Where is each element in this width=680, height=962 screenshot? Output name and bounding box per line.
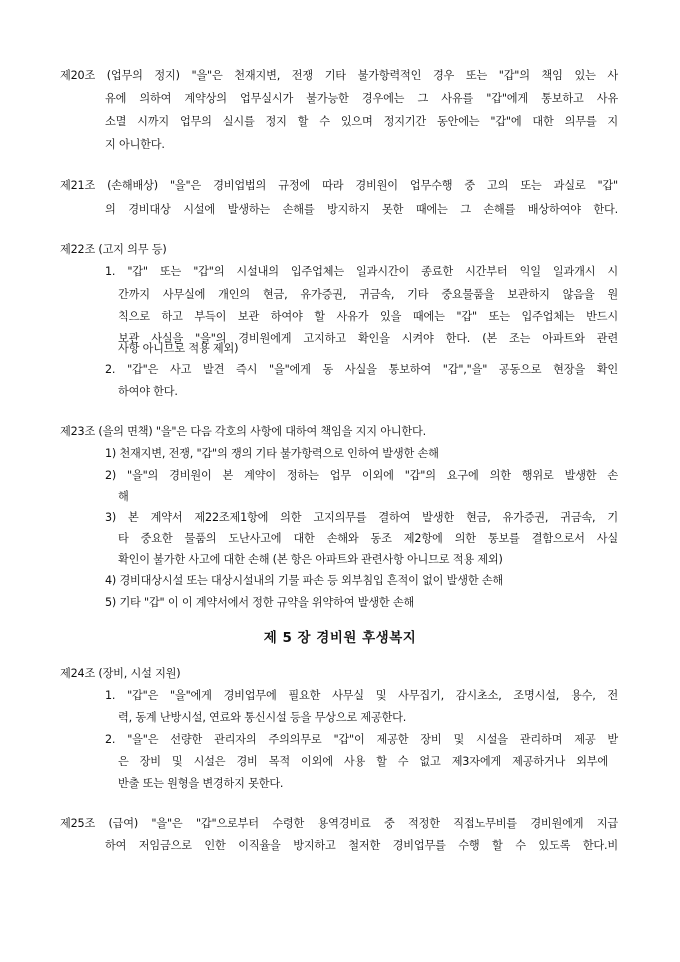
chapter-heading: 제 5 장 경비원 후생복지 xyxy=(263,630,417,646)
article-23-item-1: 1) 천재지변, 전쟁, "갑"의 쟁의 기타 불가항력으로 인하여 발생한 손해 xyxy=(105,447,439,460)
article-23-item-4: 4) 경비대상시설 또는 대상시설내의 기물 파손 등 외부침입 흔적이 없이 발생한 손해 xyxy=(105,574,504,587)
article-22-line-7: 하여야 한다. xyxy=(118,385,178,398)
article-24-line-5: 반출 또는 원형을 변경하지 못한다. xyxy=(118,777,284,790)
article-23-item-3-cont-2: 확인이 불가한 사고에 대한 손해 (본 항은 아파트와 관련사항 아니므로 적용 제외) xyxy=(118,553,503,566)
article-20-line-3: 소멸 시까지 업무의 실시를 정지 할 수 있으며 정지기간 동안에는 "갑"에 대한 의무를 지 xyxy=(105,115,618,128)
article-24-line-4: 은 장비 및 시설은 경비 목적 이외에 사용 할 수 없고 제3자에게 제공하거나 외부에 xyxy=(118,755,608,768)
article-22-line-5: 사항 아니므로 적용 제외) xyxy=(118,342,239,355)
article-22-line-6: 2. "갑"은 사고 발견 즉시 "을"에게 동 사실을 통보하여 "갑","을" 공동으로 현장을 확인 xyxy=(105,363,618,376)
article-24-title: 제24조 (장비, 시설 지원) xyxy=(60,667,181,680)
article-23-item-2: 2) "을"의 경비원이 본 계약이 정하는 업무 이외에 "갑"의 요구에 의한 행위로 발생한 손 xyxy=(105,469,618,482)
article-25-line-2: 하여 저임금으로 인한 이직율을 방지하고 철저한 경비업무를 수행 할 수 있도록 한다.비 xyxy=(105,839,618,852)
article-21-line-1: 제21조 (손해배상) "을"은 경비업법의 규정에 따라 경비원이 업무수행 중 고의 또는 과실로 "갑" xyxy=(60,179,618,192)
article-20-line-4: 지 아니한다. xyxy=(105,138,165,151)
article-24-line-1: 1. "갑"은 "을"에게 경비업무에 필요한 사무실 및 사무집기, 감시초소, 조명시설, 용수, 전 xyxy=(105,689,618,702)
article-22-line-3: 칙으로 하고 부득이 보관 하여야 할 사유가 있을 때에는 "갑" 또는 입주업체는 반드시 xyxy=(118,310,618,323)
article-22-line-2: 간까지 사무실에 개인의 현금, 유가증권, 귀금속, 기타 중요물품을 보관하지 않음을 원 xyxy=(118,288,618,301)
article-24-line-2: 력, 동계 난방시설, 연료와 통신시설 등을 무상으로 제공한다. xyxy=(118,711,407,724)
article-23-item-3: 3) 본 계약서 제22조제1항에 의한 고지의무를 결하여 발생한 현금, 유가증권, 귀금속, 기 xyxy=(105,511,618,524)
article-24-line-3: 2. "을"은 선량한 관리자의 주의의무로 "갑"이 제공한 장비 및 시설을 관리하며 제공 받 xyxy=(105,733,618,746)
article-23-item-3-cont-1: 타 중요한 물품의 도난사고에 대한 손해와 동조 제2항에 의한 통보를 결함으로서 사실 xyxy=(118,532,618,545)
article-22-title: 제22조 (고지 의무 등) xyxy=(60,243,167,256)
article-22-line-4: 보관 사실을 "을"의 경비원에게 고지하고 확인을 시켜야 한다. (본 조는 아파트와 관련 xyxy=(118,332,618,345)
article-23-item-2-cont: 해 xyxy=(118,490,129,503)
article-22-line-1: 1. "갑" 또는 "갑"의 시설내의 입주업체는 일과시간이 종료한 시간부터 익일 일과개시 시 xyxy=(105,265,618,278)
article-20-line-2: 유에 의하여 계약상의 업무실시가 불가능한 경우에는 그 사유를 "갑"에게 통보하고 사유 xyxy=(105,92,618,105)
article-23-item-5: 5) 기타 "갑" 이 이 계약서에서 정한 규약을 위약하여 발생한 손해 xyxy=(105,596,415,609)
article-20-line-1: 제20조 (업무의 정지) "을"은 천재지변, 전쟁 기타 불가항력적인 경우 또는 "갑"의 책임 있는 사 xyxy=(60,69,618,82)
article-23-title: 제23조 (을의 면책) "을"은 다음 각호의 사항에 대하여 책임을 지지 아니한다. xyxy=(60,425,426,438)
article-21-line-2: 의 경비대상 시설에 발생하는 손해를 방지하지 못한 때에는 그 손해를 배상하여야 한다. xyxy=(105,203,618,216)
article-25-line-1: 제25조 (급여) "을"은 "갑"으로부터 수령한 용역경비료 중 적정한 직접노무비를 경비원에게 지급 xyxy=(60,817,618,830)
